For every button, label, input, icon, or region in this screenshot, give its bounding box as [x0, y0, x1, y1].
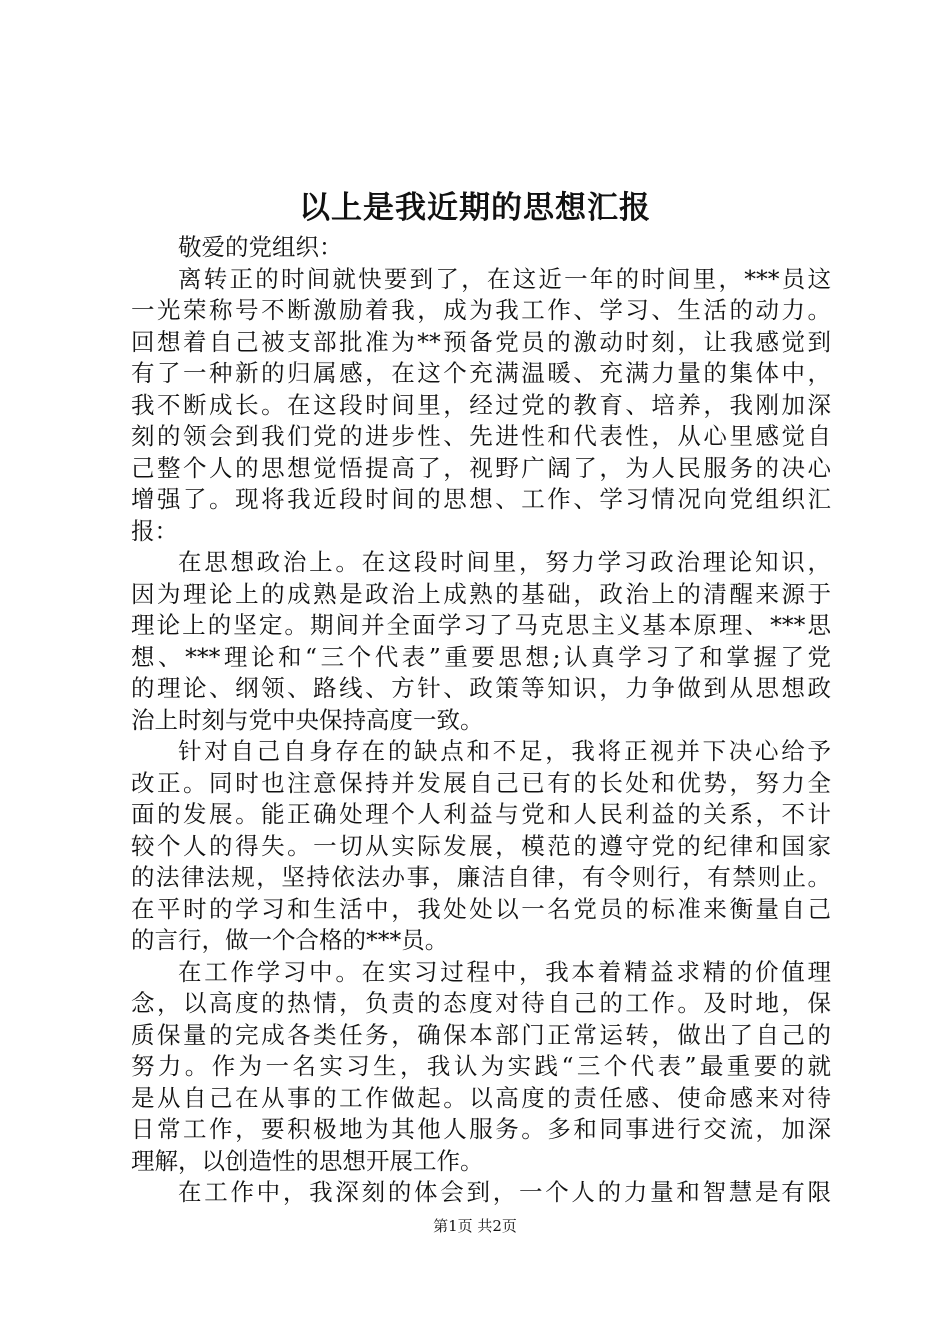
text-line: 较个人的得失。一切从实际发展，模范的遵守党的纪律和国家 [131, 831, 831, 860]
text-line: 增强了。现将我近段时间的思想、工作、学习情况向党组织汇 [131, 485, 831, 513]
text-line: 的理论、纲领、路线、方针、政策等知识，力争做到从思想政 [131, 674, 831, 702]
text-line: 的言行，做一个合格的***员。 [131, 926, 449, 954]
text-line: 质保量的完成各类任务，确保本部门正常运转，做出了自己的 [131, 1020, 831, 1049]
text-line: 我不断成长。在这段时间里，经过党的教育、培养，我刚加深 [131, 390, 831, 419]
page-footer: 第1页 共2页 [433, 1217, 517, 1235]
text-line: 报： [131, 516, 178, 545]
text-line: 治上时刻与党中央保持高度一致。 [131, 705, 484, 734]
text-line: 一光荣称号不断激励着我，成为我工作、学习、生活的动力。 [131, 296, 831, 324]
document-title: 以上是我近期的思想汇报 [299, 190, 651, 226]
text-line: 有了一种新的归属感，在这个充满温暖、充满力量的集体中， [131, 359, 831, 387]
text-line: 在思想政治上。在这段时间里，努力学习政治理论知识， [178, 548, 831, 576]
text-line: 在平时的学习和生活中，我处处以一名党员的标准来衡量自己 [131, 894, 831, 923]
text-line: 己整个人的思想觉悟提高了，视野广阔了，为人民服务的决心 [131, 453, 831, 482]
text-line: 离转正的时间就快要到了，在这近一年的时间里，***员这 [178, 264, 831, 293]
text-line: 针对自己自身存在的缺点和不足，我将正视并下决心给予 [178, 737, 831, 765]
text-line: 在工作学习中。在实习过程中，我本着精益求精的价值理 [178, 957, 831, 986]
text-line: 想、***理论和“三个代表”重要思想;认真学习了和掌握了党 [131, 642, 831, 671]
text-line: 念，以高度的热情，负责的态度对待自己的工作。及时地，保 [131, 989, 831, 1017]
text-line: 回想着自己被支部批准为**预备党员的激动时刻，让我感觉到 [131, 327, 831, 356]
text-line: 努力。作为一名实习生，我认为实践“三个代表”最重要的就 [131, 1052, 831, 1080]
text-line: 的法律法规，坚持依法办事，廉洁自律，有令则行，有禁则止。 [131, 863, 831, 891]
text-line: 理解，以创造性的思想开展工作。 [131, 1146, 484, 1175]
text-line: 是从自己在从事的工作做起。以高度的责任感、使命感来对待 [131, 1083, 831, 1112]
text-line: 理论上的坚定。期间并全面学习了马克思主义基本原理、***思 [131, 611, 831, 639]
text-line: 日常工作，要积极地为其他人服务。多和同事进行交流，加深 [131, 1115, 831, 1143]
document-body [131, 232, 831, 1209]
text-line: 刻的领会到我们党的进步性、先进性和代表性，从心里感觉自 [131, 422, 831, 450]
text-line: 改正。同时也注意保持并发展自己已有的长处和优势，努力全 [131, 768, 831, 797]
text-line: 面的发展。能正确处理个人利益与党和人民利益的关系，不计 [131, 800, 831, 828]
text-line: 在工作中，我深刻的体会到，一个人的力量和智慧是有限 [178, 1178, 831, 1206]
text-line: 敬爱的党组织： [178, 233, 343, 261]
text-line: 因为理论上的成熟是政治上成熟的基础，政治上的清醒来源于 [131, 579, 831, 608]
